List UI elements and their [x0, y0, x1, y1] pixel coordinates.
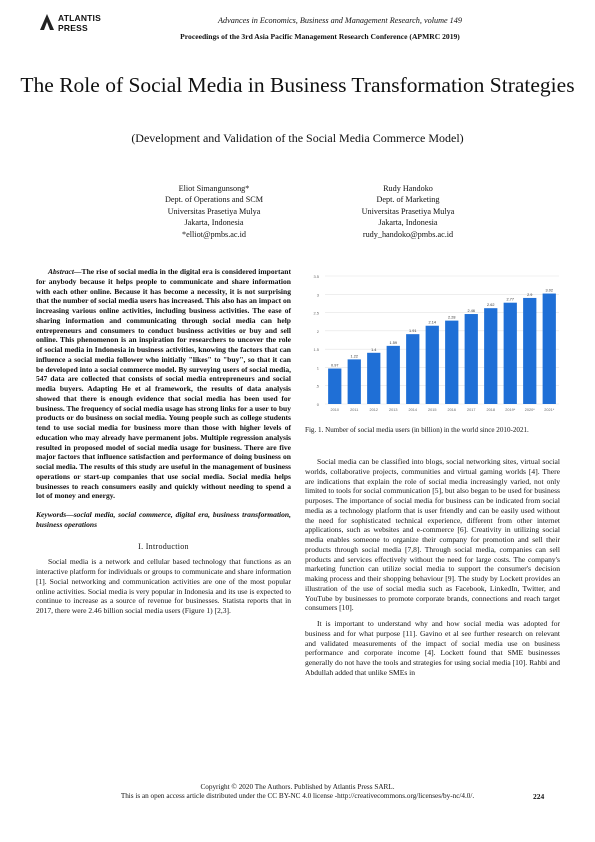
abstract-label: Abstract— [48, 267, 82, 276]
author-block-2 [308, 183, 508, 240]
data-label: 2.9 [527, 292, 533, 297]
bar [367, 353, 380, 404]
paper-subtitle: (Development and Validation of the Social Media Commerce Model) [131, 131, 464, 145]
author-dept: Dept. of Marketing [376, 195, 440, 205]
y-tick-label: 3.5 [313, 274, 319, 279]
bar [543, 294, 556, 404]
license-line: This is an open access article distributed under the CC BY-NC 4.0 license -http://creativecommons.org/licenses/by-nc/4.0/. [120, 792, 475, 801]
y-tick-label: 2.5 [313, 310, 319, 316]
bar [426, 326, 439, 404]
author-name: Eliot Simangunsong* [178, 184, 250, 193]
data-label: 2.28 [448, 315, 456, 320]
page-number: 224 [533, 792, 545, 801]
data-label: 1.22 [350, 354, 358, 359]
y-tick-label: 1.5 [313, 347, 319, 353]
logo-line2: PRESS [58, 23, 88, 33]
journal-name: Advances in Economics, Business and Management Research, volume 149 [218, 16, 462, 25]
author-city: Jakarta, Indonesia [184, 218, 244, 228]
bar [523, 298, 536, 404]
x-tick-label: 2014 [408, 408, 417, 412]
data-label: 1.4 [371, 347, 377, 352]
author-block-1 [114, 183, 314, 240]
bar [348, 359, 361, 404]
author-city: Jakarta, Indonesia [378, 218, 438, 228]
section-heading: I. Introduction [138, 541, 189, 551]
x-tick-label: 2021* [544, 408, 555, 412]
bar [328, 369, 341, 404]
y-tick-label: 1 [316, 365, 319, 371]
x-tick-label: 2010 [330, 408, 339, 412]
data-label: 1.59 [389, 340, 397, 345]
data-label: 2.62 [487, 303, 495, 308]
x-tick-label: 2012 [369, 408, 378, 412]
bar [504, 303, 517, 404]
x-tick-label: 2016 [447, 408, 456, 412]
data-label: 2.77 [506, 297, 514, 302]
intro-paragraph: Social media is a network and cellular based technology that functions as an interactive platform for individuals or groups to communicate and share information [1]. Social networking and communication activities are one of the most popular online activities. Social media is very popular in Indonesia and its use is expected to continue to increase as a source of revenue for businesses. Statista reports that in 2017, there were 2.46 billion social media users (Figure 1) [2,3]. [36, 557, 291, 615]
bar [484, 308, 497, 404]
data-label: 1.91 [409, 329, 417, 334]
data-label: 2.14 [428, 320, 436, 325]
abstract-text: The rise of social media in the digital era is considered important for anybody because it helps people to communicate and share information with each other online. Because it has become a necessity, it is not surprising that the number of social media users has increased. This also has an impact on increasing various online activities, including business activities. The ease of sharing information and communicating through social media can help entrepreneurs and consumers to conduct business activities or buy and sell online. This phenomenon is an inspiration for researchers to uncover the role of social media in Indonesia in business activities, knowing the factors that can influence a social media follower who initially "likes" to "buy", so that it can be developed into a social commerce model. By surveying users of social media, 547 data are collected that consists of social media entrepreneurs and social media buyers. Adapting He et al framework, the results of data analysis showed that there is enough evidence that social media has been used for business. The frequency of social media usage has strong links for a user to buy products or do business on social media. Young people such as college students tend to use social media for business more than those with higher levels of education who may already have permanent jobs. Multiple regression analysis resulted in proposed model of social media usage for business. There are five major factors that influence satisfaction and performance of doing business on social media. The results of this study are useful in the management of business operations or start-up companies that use social media. Social media helps businesses to reach consumers easily and quickly without needing to spend a lot of money and energy. [36, 267, 291, 501]
x-tick-label: 2013 [389, 408, 398, 412]
bar [406, 334, 419, 404]
data-label: 2.46 [467, 309, 475, 314]
proceedings-name: Proceedings of the 3rd Asia Pacific Management Research Conference (APMRC 2019) [180, 32, 460, 41]
x-tick-label: 2015 [428, 408, 437, 412]
author-email: rudy_handoko@pmbs.ac.id [362, 229, 454, 239]
y-tick-label: 0 [316, 402, 319, 407]
x-tick-label: 2011 [350, 408, 359, 412]
paper-title: The Role of Social Media in Business Transformation Strategies [20, 73, 575, 97]
logo-text [58, 13, 101, 33]
data-label: 3.02 [545, 288, 553, 293]
bar [445, 321, 458, 404]
author-name: Rudy Handoko [383, 184, 433, 193]
x-tick-label: 2020* [524, 408, 535, 412]
y-tick-label: 3 [316, 292, 319, 298]
bar [465, 314, 478, 404]
body-paragraph: Social media can be classified into blogs, social networking sites, virtual social worlds, collaborative projects, communities and virtual gaming worlds [4]. There are indications that explain the role of social media increasingly varied, not only limited to tools for social communication [5], but also began to be used for business purposes. The importance of social media for business can be indicated from social media as a technology platform that is user friendly and can be easily used without the need for sophisticated technical experience, different from other internet applications, such as websites and e-commerce [6]. Creativity in utilizing social media enables someone to organize their company for promotion and sell their products through social media [7,8]. Through social media, companies can sell products and services effectively without the need for large costs. The company's marketing function can utilize social media to support the consumer's decision making process and their shopping behaviour [9]. The study by Lockett provides an illustration of the use of social media such as Facebook, LinkedIn, Twitter, and YouTube by businesses to promote corporate brands, connections and reach target consumers [10]. [305, 457, 560, 613]
body-paragraph: It is important to understand why and how social media was adopted for business and for what purpose [11]. Gavino et al see further research on relevant and validated measurements of the impact of social media use on business performance and corporate income [4]. Lockett found that SME businesses generally do not have the tools and strategies for using social media [10]. Rahbi and Abdullah added that unlike SMEs in [305, 619, 560, 677]
atlantis-press-logo-icon [40, 14, 54, 30]
keywords: Keywords—social media, social commerce, digital era, business transformation, business operations [36, 510, 291, 529]
abstract [36, 267, 291, 501]
author-univ: Universitas Prasetiya Mulya [361, 206, 455, 216]
footer [40, 783, 555, 802]
logo-line1: ATLANTIS [58, 13, 101, 23]
author-univ: Universitas Prasetiya Mulya [167, 206, 261, 216]
y-tick-label: .5 [315, 383, 319, 389]
x-tick-label: 2019* [505, 408, 516, 412]
left-column [36, 267, 291, 616]
bar [387, 346, 400, 404]
right-column [305, 457, 560, 678]
social-media-users-chart [303, 268, 565, 420]
data-label: 0.97 [331, 363, 339, 368]
y-tick-label: 2 [316, 328, 319, 334]
x-tick-label: 2017 [467, 408, 476, 412]
author-dept: Dept. of Operations and SCM [164, 195, 263, 205]
copyright-line: Copyright © 2020 The Authors. Published by Atlantis Press SARL. [200, 783, 395, 791]
figure-caption: Fig. 1. Number of social media users (in billion) in the world since 2010-2021. [305, 426, 529, 434]
publisher-logo [40, 12, 110, 38]
x-tick-label: 2018 [486, 408, 495, 412]
author-email: *elliot@pmbs.ac.id [182, 229, 246, 239]
